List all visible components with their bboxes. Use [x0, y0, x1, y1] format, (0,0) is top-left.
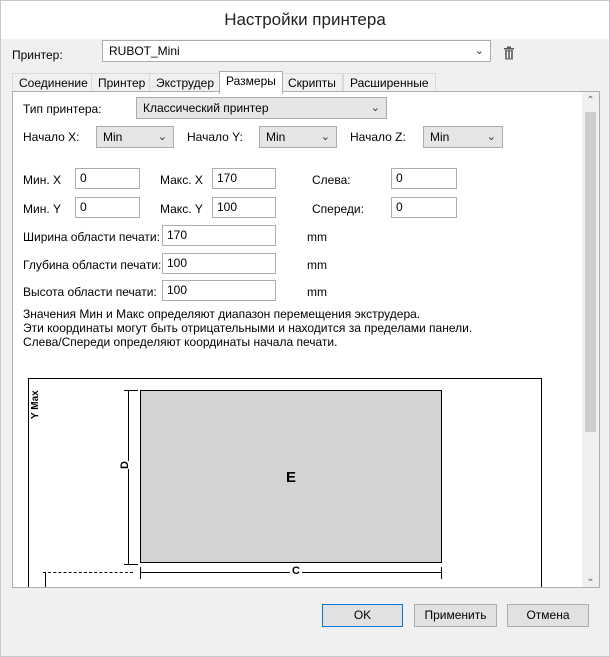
print-area-diagram — [28, 378, 542, 588]
front-input[interactable]: 0 — [391, 197, 457, 218]
description-line: Эти координаты могут быть отрицательными и находится за пределами панели. — [23, 321, 473, 335]
chevron-down-icon: ⌄ — [157, 131, 167, 143]
chevron-down-icon: ⌄ — [486, 131, 496, 143]
apply-button[interactable]: Применить — [414, 604, 497, 627]
home-y-label: Начало Y: — [187, 130, 243, 144]
description-line: Слева/Спереди определяют координаты начала печати. — [23, 335, 338, 349]
printer-select[interactable] — [102, 40, 491, 62]
front-label: Спереди: — [312, 202, 364, 216]
ok-button[interactable]: OK — [322, 604, 403, 627]
printer-type-value: Классический принтер — [143, 101, 269, 115]
chevron-down-icon: ⌄ — [370, 102, 380, 114]
left-input[interactable]: 0 — [391, 168, 457, 189]
print-area-rect: E — [140, 390, 442, 563]
tab-dimensions[interactable]: Размеры — [219, 71, 283, 94]
tab-scripts[interactable]: Скрипты — [281, 73, 343, 93]
cancel-button[interactable]: Отмена — [507, 604, 589, 627]
dimension-d-tick — [124, 564, 138, 565]
dimension-d-label: D — [118, 461, 131, 469]
home-y-value: Min — [266, 130, 286, 144]
description-line: Значения Мин и Макс определяют диапазон перемещения экструдера. — [23, 307, 421, 321]
print-height-label: Высота области печати: — [23, 285, 157, 299]
tab-printer[interactable]: Принтер — [91, 73, 152, 93]
chevron-down-icon: ⌄ — [320, 131, 330, 143]
scroll-up-icon[interactable]: ⌃ — [586, 95, 595, 106]
home-z-value: Min — [430, 130, 450, 144]
origin-guide-line — [43, 572, 133, 573]
dimensions-panel — [12, 91, 600, 588]
max-y-label: Макс. Y — [160, 202, 203, 216]
tab-advanced[interactable]: Расширенные — [343, 73, 436, 93]
min-x-input[interactable]: 0 — [75, 168, 140, 189]
home-z-label: Начало Z: — [350, 130, 406, 144]
dimensions-description — [23, 307, 472, 349]
y-max-label: Y Max — [30, 390, 41, 419]
min-x-label: Мин. X — [23, 173, 61, 187]
print-depth-input[interactable]: 100 — [162, 253, 276, 274]
origin-guide-line — [45, 572, 46, 588]
scroll-down-icon[interactable]: ⌄ — [586, 573, 595, 584]
home-x-select[interactable] — [96, 126, 174, 148]
tab-extruder[interactable]: Экструдер — [149, 73, 221, 93]
print-width-label: Ширина области печати: — [23, 230, 160, 244]
printer-label: Принтер: — [12, 48, 63, 62]
print-width-unit: mm — [307, 230, 327, 244]
max-y-input[interactable]: 100 — [212, 197, 276, 218]
min-y-label: Мин. Y — [23, 202, 61, 216]
home-x-value: Min — [103, 130, 123, 144]
print-depth-label: Глубина области печати: — [23, 258, 162, 272]
min-y-input[interactable]: 0 — [75, 197, 140, 218]
printer-type-label: Тип принтера: — [23, 102, 102, 116]
dimension-c-tick — [441, 567, 442, 579]
print-width-input[interactable]: 170 — [162, 225, 276, 246]
window-title: Настройки принтера — [1, 1, 609, 39]
scrollbar-thumb[interactable] — [585, 112, 596, 432]
home-x-label: Начало X: — [23, 130, 80, 144]
chevron-down-icon: ⌄ — [474, 45, 484, 57]
left-label: Слева: — [312, 173, 351, 187]
print-height-input[interactable]: 100 — [162, 280, 276, 301]
printer-type-select[interactable] — [136, 97, 387, 119]
print-height-unit: mm — [307, 285, 327, 299]
dimension-c-label: C — [292, 565, 300, 577]
home-z-select[interactable] — [423, 126, 503, 148]
tab-connection[interactable]: Соединение — [12, 73, 95, 93]
dimension-d-line — [128, 390, 129, 565]
print-depth-unit: mm — [307, 258, 327, 272]
printer-select-value: RUBOT_Mini — [109, 44, 180, 58]
max-x-input[interactable]: 170 — [212, 168, 276, 189]
home-y-select[interactable] — [259, 126, 337, 148]
dimension-d-tick — [124, 390, 138, 391]
trash-icon[interactable] — [503, 46, 515, 60]
vertical-scrollbar[interactable] — [582, 92, 599, 587]
max-x-label: Макс. X — [160, 173, 203, 187]
dimension-c-tick — [140, 567, 141, 579]
